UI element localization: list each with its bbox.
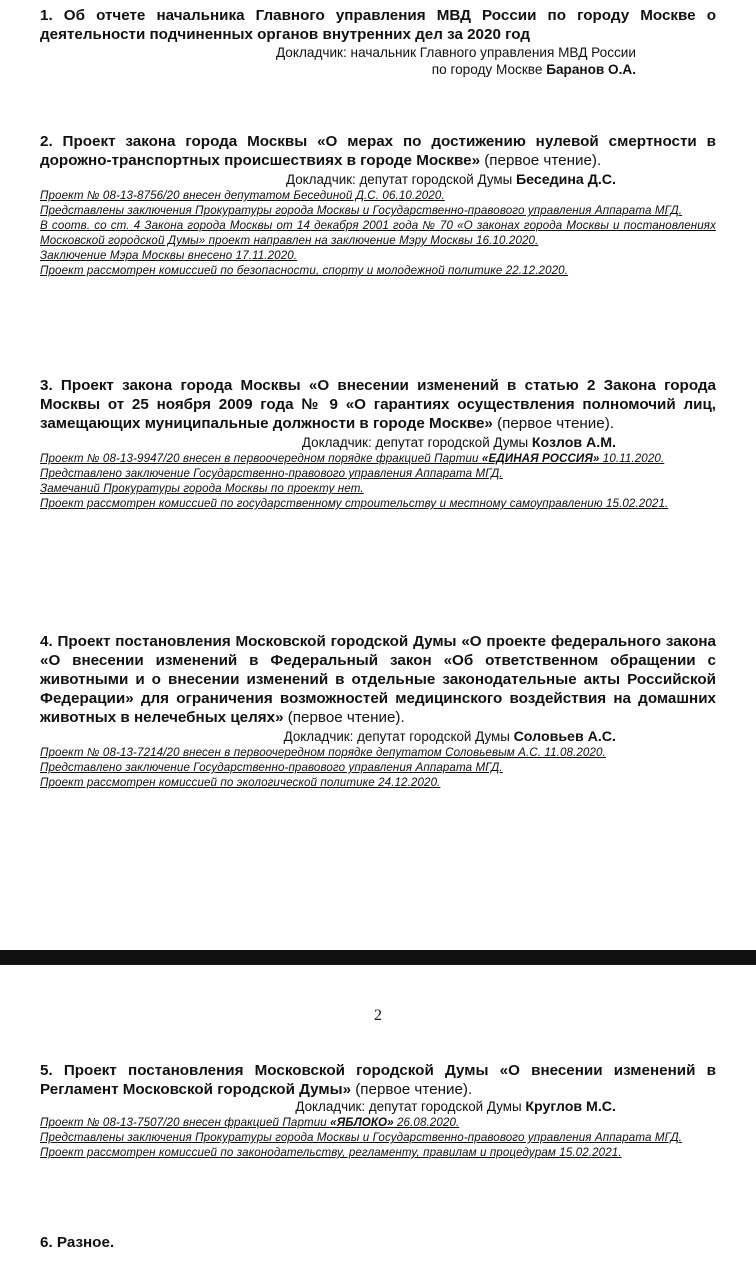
agenda-item-title: 2. Проект закона города Москвы «О мерах по достижению нулевой смертности в дорожно-транспортных происшествиях в городе Москве» (первое чтение).: [40, 133, 716, 169]
agenda-note: Замечаний Прокуратуры города Москвы по проекту нет.: [40, 482, 364, 495]
agenda-note: Проект № 08-13-7507/20 внесен фракцией Партии «ЯБЛОКО» 26.08.2020.: [40, 1116, 460, 1129]
agenda-note: В соотв. со ст. 4 Закона города Москвы от 14 декабря 2001 года № 70 «О законах города Москвы и постановлениях Московской городской Думы» проект направлен на заключение Мэру Москвы 16.10.2020.: [40, 219, 716, 247]
agenda-item-3: [40, 376, 716, 511]
speaker-line-2: по городу Москве Баранов О.А.: [431, 62, 636, 77]
agenda-item-title: 6. Разное.: [40, 1234, 115, 1251]
agenda-note: Проект рассмотрен комиссией по законодательству, регламенту, правилам и процедурам 15.02.2021.: [40, 1146, 622, 1159]
page-number: 2: [374, 1007, 382, 1024]
agenda-note: Проект № 08-13-8756/20 внесен депутатом Бесединой Д.С. 06.10.2020.: [40, 189, 445, 202]
speaker-name: Баранов О.А.: [546, 62, 636, 77]
agenda-item-2: [40, 132, 716, 278]
agenda-item-title: 1. Об отчете начальника Главного управления МВД России по городу Москве о деятельности подчиненных органов внутренних дел за 2020 год: [40, 7, 716, 43]
agenda-item-title: 3. Проект закона города Москвы «О внесении изменений в статью 2 Закона города Москвы от 25 ноября 2009 года № 9 «О гарантиях осуществления полномочий лиц, замещающих муниципальные должности в городе Москве» (первое чтение).: [40, 377, 716, 432]
speaker-line: Докладчик: депутат городской Думы Козлов А.М.: [301, 435, 616, 451]
speaker-line: Докладчик: депутат городской Думы Соловьев А.С.: [283, 729, 616, 745]
agenda-note: Проект рассмотрен комиссией по экологической политике 24.12.2020.: [40, 776, 441, 789]
agenda-item-4: [40, 632, 716, 790]
agenda-note: Заключение Мэра Москвы внесено 17.11.2020.: [40, 249, 298, 262]
speaker-name: Соловьев А.С.: [513, 729, 616, 745]
speaker-line: Докладчик: депутат городской Думы Круглов М.С.: [295, 1099, 616, 1115]
agenda-note: Представлены заключения Прокуратуры города Москвы и Государственно-правового управления Аппарата МГД.: [40, 204, 683, 217]
page-separator: [0, 950, 756, 965]
agenda-note: Проект № 08-13-7214/20 внесен в первоочередном порядке депутатом Соловьевым А.С. 11.08.2020.: [40, 746, 606, 759]
agenda-note: Представлены заключения Прокуратуры города Москвы и Государственно-правового управления Аппарата МГД.: [40, 1131, 683, 1144]
agenda-note: Представлено заключение Государственно-правового управления Аппарата МГД.: [40, 467, 503, 480]
agenda-note: Проект рассмотрен комиссией по безопасности, спорту и молодежной политике 22.12.2020.: [40, 264, 569, 277]
document-page-2: [0, 965, 756, 1280]
speaker-label: Докладчик: начальник Главного управления МВД России: [275, 45, 636, 60]
speaker-block: [40, 44, 716, 78]
agenda-item-6: [40, 1233, 716, 1252]
speaker-name: Беседина Д.С.: [515, 172, 616, 188]
agenda-item-title: 4. Проект постановления Московской городской Думы «О проекте федерального закона «О внесении изменений в Федеральный закон «Об ответственном обращении с животными и о внесении изменений в отдельные законодательные акты Российской Федерации» для ограничения возможностей медицинского воздействия на домашних животных в нелечебных целях» (первое чтение).: [40, 633, 716, 726]
agenda-note: Проект № 08-13-9947/20 внесен в первоочередном порядке фракцией Партии «ЕДИНАЯ РОССИЯ» 10.11.2020.: [40, 452, 665, 465]
agenda-note: Проект рассмотрен комиссией по государственному строительству и местному самоуправлению 15.02.2021.: [40, 497, 669, 510]
speaker-name: Козлов А.М.: [531, 435, 616, 451]
agenda-note: Представлено заключение Государственно-правового управления Аппарата МГД.: [40, 761, 503, 774]
agenda-item-title: 5. Проект постановления Московской городской Думы «О внесении изменений в Регламент Московской городской Думы» (первое чтение).: [40, 1062, 716, 1098]
agenda-item-5: [40, 1061, 716, 1160]
agenda-item-1: [40, 6, 716, 78]
speaker-line: Докладчик: депутат городской Думы Беседина Д.С.: [285, 172, 616, 188]
speaker-name: Круглов М.С.: [525, 1099, 616, 1115]
